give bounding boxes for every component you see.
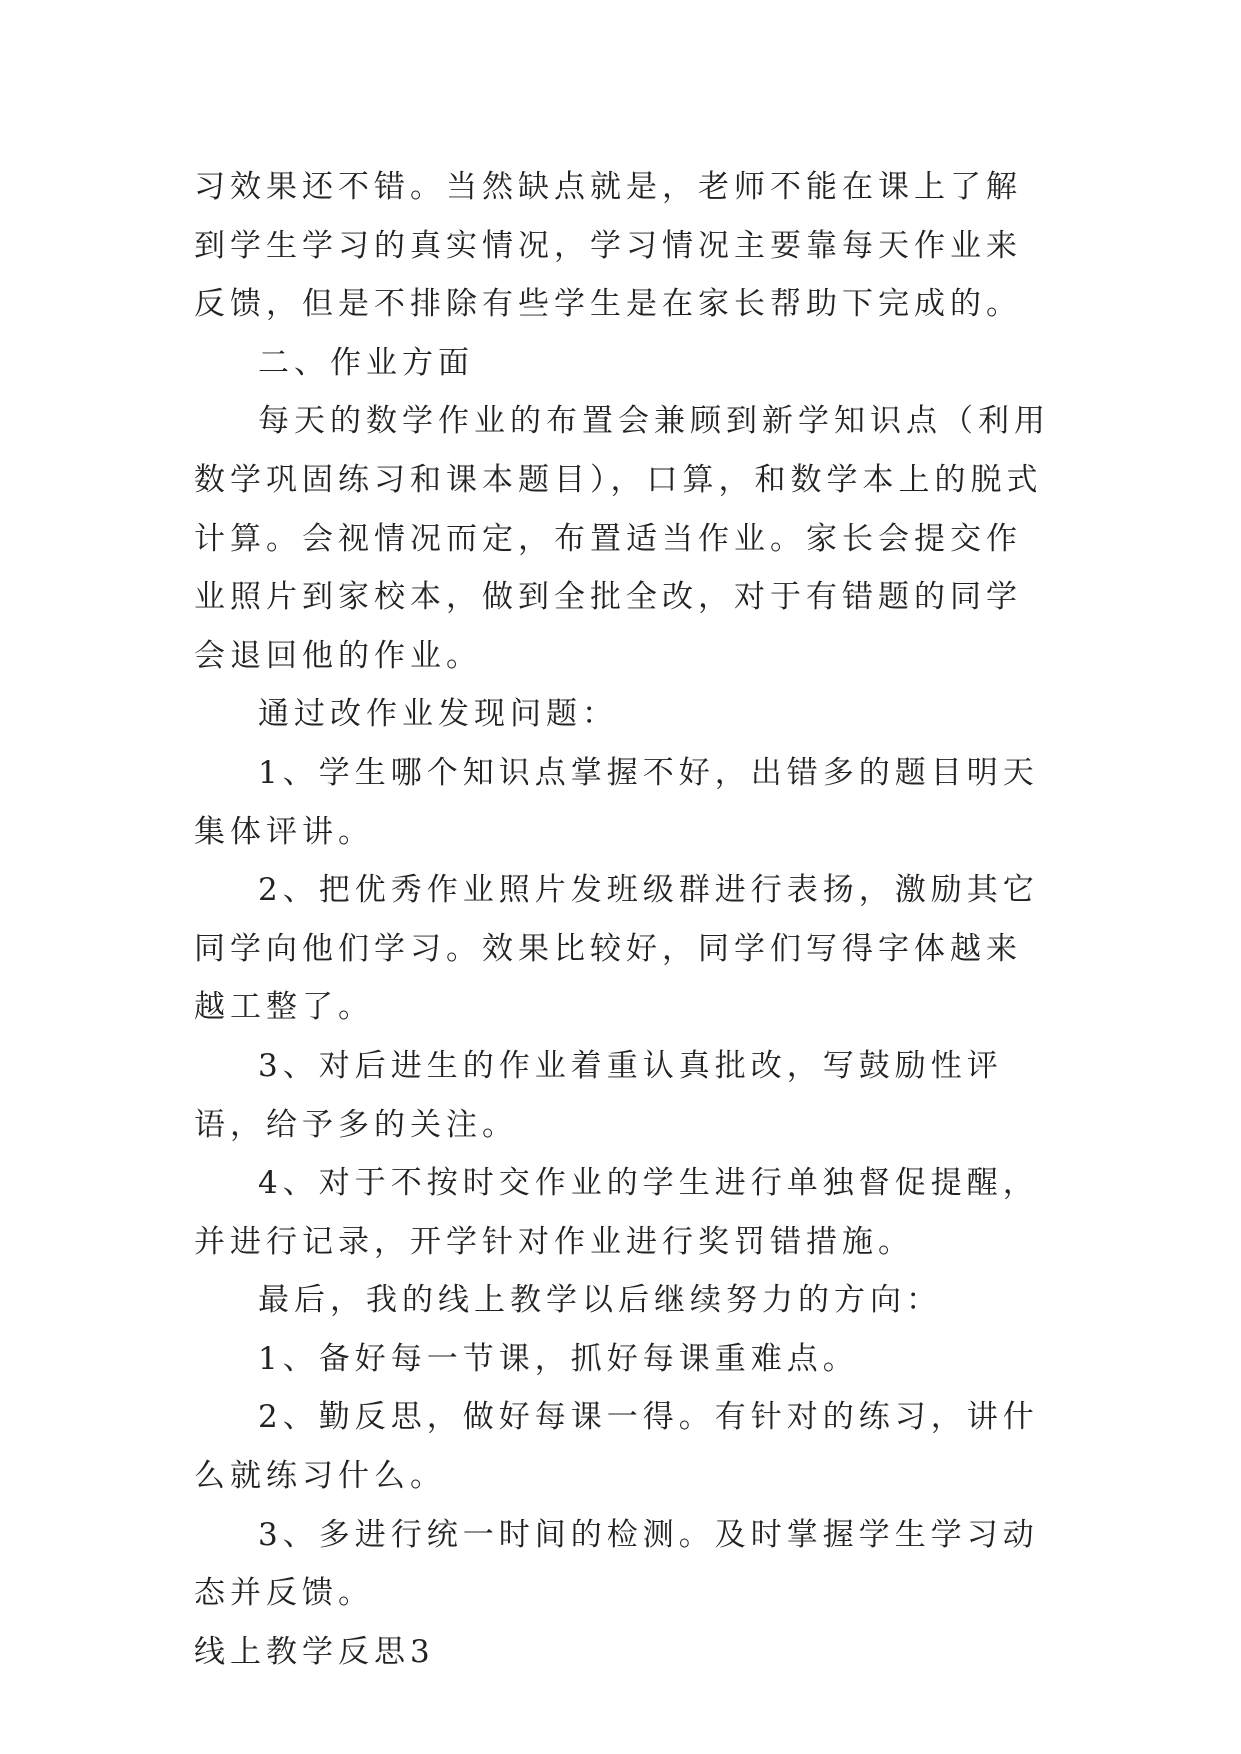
section-title: 线上教学反思3: [194, 1633, 435, 1670]
paragraph-future-intro: 最后，我的线上教学以后继续努力的方向：: [258, 1282, 942, 1319]
paragraph-continuation: 习效果还不错。当然缺点就是，老师不能在课上了解到学生学习的真实情况，学习情况主要靠每天作业来反馈，但是不排除有些学生是在家长帮助下完成的。: [194, 169, 1022, 323]
subheading-homework: 二、作业方面: [258, 344, 474, 381]
list-item-issue-4: 4、对于不按时交作业的学生进行单独督促提醒，并进行记录，开学针对作业进行奖罚错措施。: [194, 1165, 1039, 1260]
list-item-future-2: 2、勤反思，做好每课一得。有针对的练习，讲什么就练习什么。: [194, 1399, 1039, 1495]
list-item-issue-2: 2、把优秀作业照片发班级群进行表扬，激励其它同学向他们学习。效果比较好，同学们写得字体越来越工整了。: [194, 872, 1039, 1026]
list-item-future-1: 1、备好每一节课，抓好每课重难点。: [258, 1340, 859, 1377]
paragraph-homework-assignment: 每天的数学作业的布置会兼顾到新学知识点（利用数学巩固练习和课本题目），口算，和数学本上的脱式计算。会视情况而定，布置适当作业。家长会提交作业照片到家校本，做到全批全改，对于有错题的同学会退回他的作业。: [194, 403, 1050, 674]
list-item-issue-3: 3、对后进生的作业着重认真批改，写鼓励性评语，给予多的关注。: [194, 1047, 1003, 1143]
document-body: [194, 158, 1056, 1681]
paragraph-issues-intro: 通过改作业发现问题：: [258, 696, 618, 733]
list-item-future-3: 3、多进行统一时间的检测。及时掌握学生学习动态并反馈。: [194, 1516, 1039, 1612]
list-item-issue-1: 1、学生哪个知识点掌握不好，出错多的题目明天集体评讲。: [194, 754, 1039, 850]
